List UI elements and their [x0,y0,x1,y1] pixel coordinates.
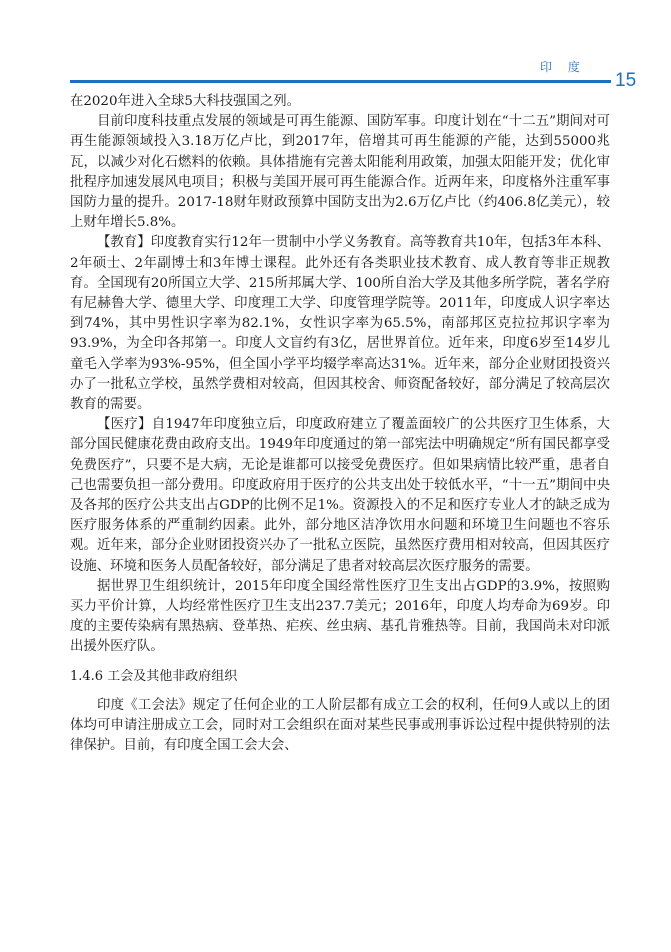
body-paragraph-education: 【教育】印度教育实行12年一贯制中小学义务教育。高等教育共10年，包括3年本科、2年硕士、2年副博士和3年博士课程。此外还有各类职业技术教育、成人教育等非正规教育。全国现有20所国立大学、215所邦属大学、100所自治大学及其他多所学院，著名学府有尼赫鲁大学、德里大学、印度理工大学、印度管理学院等。2011年，印度成人识字率达到74%，其中男性识字率为82.1%，女性识字率为65.5%，南部邦区克拉拉邦识字率为93.9%，为全印各邦第一。印度人文盲约有3亿，居世界首位。近年来，印度6岁至14岁儿童毛入学率为93%-95%，但全国小学平均辍学率高达31%。近年来，部分企业财团投资兴办了一批私立学校，虽然学费相对较高，但因其校舍、师资配备较好，部分满足了较高层次教育的需要。 [70,235,610,413]
page-number: 15 [615,70,637,91]
body-paragraph-continuation: 在2020年进入全球5大科技强国之列。 [70,94,301,109]
section-heading: 1.4.6 工会及其他非政府组织 [70,668,238,684]
header-rule [70,80,611,83]
body-paragraph-trade-unions: 印度《工会法》规定了任何企业的工人阶层都有成立工会的权利，任何9人或以上的团体均可申请注册成立工会，同时对工会组织在面对某些民事或刑事诉讼过程中提供特别的法律保护。目前，有印度全国工会大会、 [70,697,610,754]
running-head-title: 印 度 [540,60,586,74]
body-paragraph-technology: 目前印度科技重点发展的领域是可再生能源、国防军事。印度计划在“十二五”期间对可再生能源领域投入3.18万亿卢比，到2017年，倍增其可再生能源的产能，达到55000兆瓦，以减少对化石燃料的依赖。具体措施有完善太阳能利用政策，加强太阳能开发；优化审批程序加速发展风电项目；积极与美国开展可再生能源合作。近两年来，印度格外注重军事国防力量的提升。2017-18财年财政预算中国防支出为2.6万亿卢比（约406.8亿美元），较上财年增长5.8%。 [70,114,610,231]
body-paragraph-healthcare: 【医疗】自1947年印度独立后，印度政府建立了覆盖面较广的公共医疗卫生体系，大部分国民健康花费由政府支出。1949年印度通过的第一部宪法中明确规定“所有国民都享受免费医疗”，只要不是大病，无论是谁都可以接受免费医疗。但如果病情比较严重，患者自己也需要负担一部分费用。印度政府用于医疗的公共支出处于较低水平，“十一五”期间中央及各邦的医疗公共支出占GDP的比例不足1%。资源投入的不足和医疗专业人才的缺乏成为医疗服务体系的严重制约因素。此外，部分地区洁净饮用水问题和环境卫生问题也不容乐观。近年来，部分企业财团投资兴办了一批私立医院，虽然医疗费用相对较高，但因其医疗设施、环境和医务人员配备较好，部分满足了患者对较高层次医疗服务的需要。 [70,417,610,574]
page-body [70,92,610,756]
body-paragraph-who-statistics: 据世界卫生组织统计，2015年印度全国经常性医疗卫生支出占GDP的3.9%，按照购买力平价计算，人均经常性医疗卫生支出237.7美元；2016年，印度人均寿命为69岁。印度的主要传染病有黑热病、登革热、疟疾、丝虫病、基孔肯雅热等。目前，我国尚未对印派出援外医疗队。 [70,578,610,655]
